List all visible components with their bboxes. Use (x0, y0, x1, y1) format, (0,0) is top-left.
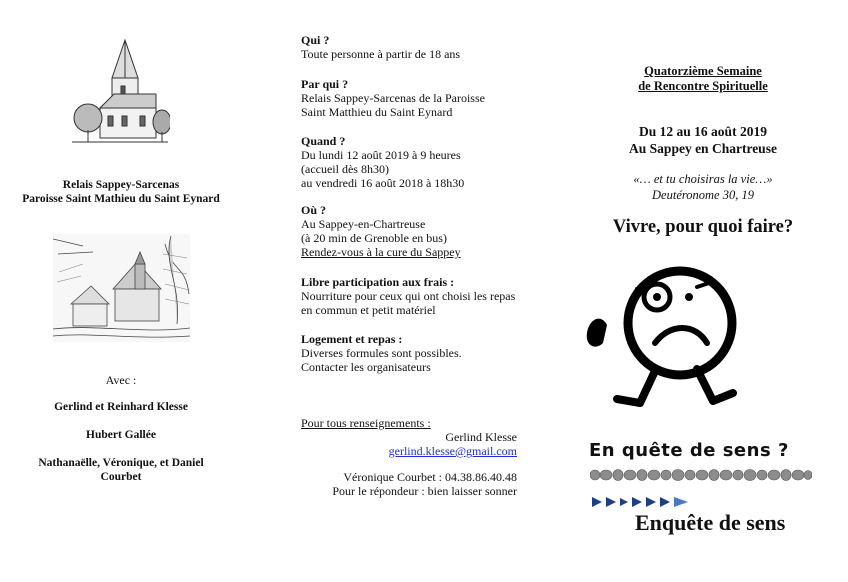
section-line: Toute personne à partir de 18 ans (301, 47, 461, 61)
section-title: Logement et repas : (301, 332, 403, 346)
parish-title: Relais Sappey-Sarcenas Paroisse Saint Mathieu du Saint Eynard (22, 179, 220, 205)
section-title: Qui ? (301, 33, 330, 47)
section-line: Relais Sappey-Sarcenas de la Paroisse (301, 91, 485, 105)
contact-title: Pour tous renseignements : (301, 416, 431, 430)
section-qui (301, 33, 460, 61)
event-dates: Du 12 au 16 août 2019 Au Sappey en Chartreuse (629, 124, 777, 156)
worried-face-illustration (585, 253, 755, 433)
section-title: Où ? (301, 203, 327, 217)
section-libre (301, 275, 515, 317)
person-1: Gerlind et Reinhard Klesse (54, 401, 188, 413)
section-title: Libre participation aux frais : (301, 275, 455, 289)
person-3: Nathanaëlle, Véronique, et Daniel Courbet (38, 457, 204, 483)
section-line: Du lundi 12 août 2019 à 9 heures (301, 148, 461, 162)
section-line: Diverses formules sont possibles. (301, 346, 462, 360)
bible-quote: «… et tu choisiras la vie…» Deutéronome 30, 19 (633, 172, 773, 202)
section-line: Au Sappey-en-Chartreuse (301, 217, 426, 231)
section-line: (à 20 min de Grenoble en bus) (301, 231, 447, 245)
section-line: en commun et petit matériel (301, 303, 436, 317)
section-line: (accueil dès 8h30) (301, 162, 389, 176)
village-sketch (53, 234, 190, 342)
section-logement (301, 332, 462, 374)
event-heading: Quatorzième Semaine de Rencontre Spirituelle (638, 64, 768, 93)
section-title: Par qui ? (301, 77, 349, 91)
answering-machine-note: Pour le répondeur : bien laisser sonner (332, 484, 517, 498)
meeting-point: Rendez-vous à la cure du Sappey (301, 245, 461, 259)
contact-email-link[interactable]: gerlind.klesse@gmail.com (388, 444, 517, 458)
section-quand (301, 134, 464, 190)
contact-block (301, 430, 517, 458)
arrow-row (592, 495, 696, 509)
section-title: Quand ? (301, 134, 346, 148)
section-line: Saint Matthieu du Saint Eynard (301, 105, 453, 119)
tagline: Vivre, pour quoi faire? (612, 217, 794, 237)
section-line: Contacter les organisateurs (301, 360, 431, 374)
brush-title: En quête de sens ? (589, 440, 789, 461)
phone-line: Véronique Courbet : 04.38.86.40.48 (343, 470, 517, 484)
avec-label: Avec : (105, 373, 137, 387)
person-2: Hubert Gallée (86, 429, 156, 441)
section-parqui (301, 77, 485, 119)
footer-title: Enquête de sens (635, 510, 786, 535)
phone-block (301, 470, 517, 498)
church-illustration (70, 36, 170, 156)
section-line: Nourriture pour ceux qui ont choisi les repas (301, 289, 516, 303)
section-line: au vendredi 16 août 2018 à 18h30 (301, 176, 465, 190)
section-ou (301, 203, 461, 259)
contact-name: Gerlind Klesse (445, 430, 517, 444)
pebble-row (590, 468, 812, 482)
